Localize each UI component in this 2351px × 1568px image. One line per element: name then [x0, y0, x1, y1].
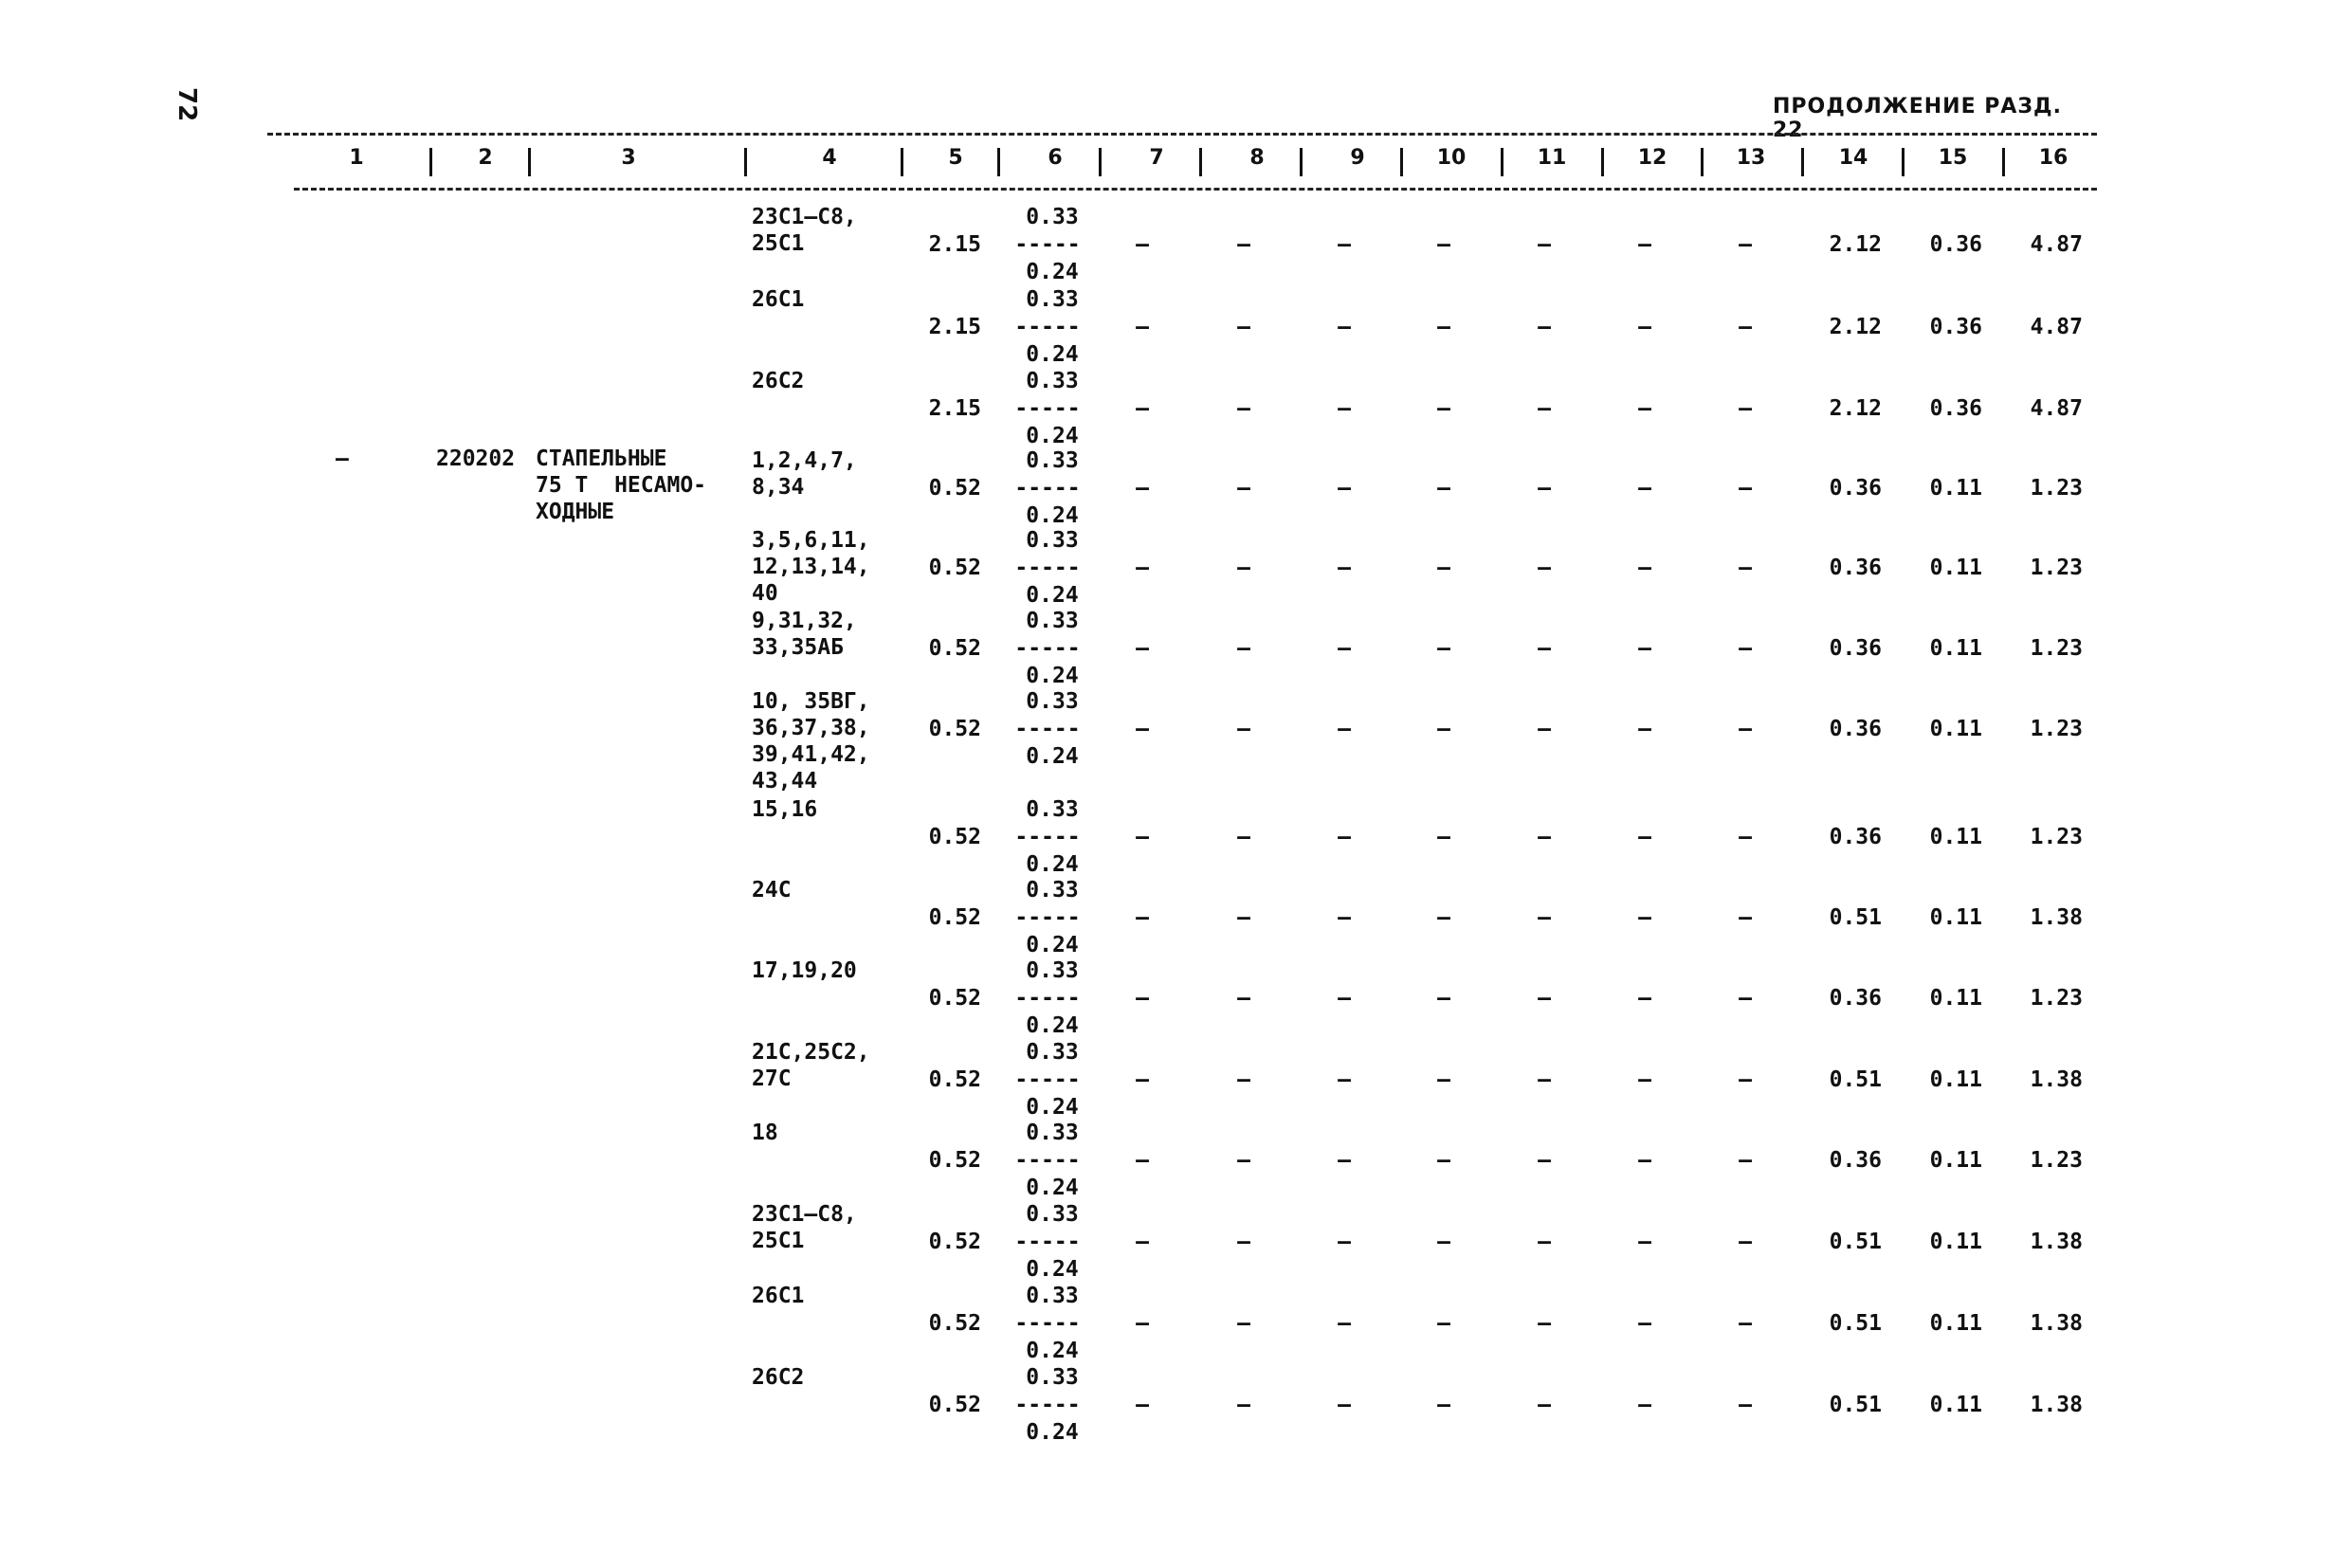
column-header-14: 14	[1838, 146, 1868, 170]
col5-value: 0.52	[928, 1311, 981, 1336]
col6-fraction-bar: -----	[1014, 905, 1081, 930]
empty-cell-dash: –	[1437, 315, 1450, 339]
col6-denominator: 0.24	[1026, 852, 1079, 877]
col6-fraction-bar: -----	[1014, 636, 1081, 661]
col5-value: 2.15	[928, 232, 981, 257]
column-separator	[1300, 148, 1303, 176]
col6-denominator: 0.24	[1026, 744, 1079, 769]
col6-denominator: 0.24	[1026, 1339, 1079, 1363]
column-header-15: 15	[1938, 146, 1968, 170]
col6-denominator: 0.24	[1026, 503, 1079, 528]
empty-cell-dash: –	[1237, 232, 1250, 257]
empty-cell-dash: –	[1538, 315, 1551, 339]
col14-value: 0.36	[1829, 476, 1882, 501]
col6-denominator: 0.24	[1026, 260, 1079, 284]
col14-value: 0.36	[1829, 1148, 1882, 1173]
col16-value: 1.38	[2030, 1311, 2083, 1336]
col16-value: 1.23	[2030, 556, 2083, 580]
empty-cell-dash: –	[1437, 825, 1450, 849]
col4-line: 27С	[752, 1067, 792, 1091]
empty-cell-dash: –	[1538, 717, 1551, 741]
col15-value: 0.11	[1929, 1393, 1982, 1417]
empty-cell-dash: –	[1739, 717, 1752, 741]
empty-cell-dash: –	[1237, 1311, 1250, 1336]
col5-value: 0.52	[928, 556, 981, 580]
page-number: 72	[173, 87, 201, 122]
page-title: ПРОДОЛЖЕНИЕ РАЗД. 22	[1773, 95, 2063, 142]
col6-numerator: 0.33	[1026, 1040, 1079, 1065]
column-separator	[997, 148, 1000, 176]
col6-fraction-bar: -----	[1014, 825, 1081, 849]
col4-line: 10, 35ВГ,	[752, 689, 870, 714]
col16-value: 1.23	[2030, 1148, 2083, 1173]
column-header-7: 7	[1149, 146, 1164, 170]
col4-line: 25С1	[752, 231, 805, 256]
empty-cell-dash: –	[1338, 1311, 1351, 1336]
col4-line: 3,5,6,11,	[752, 528, 870, 553]
col16-value: 4.87	[2030, 232, 2083, 257]
empty-cell-dash: –	[1437, 1230, 1450, 1254]
col4-line: 40	[752, 581, 778, 606]
empty-cell-dash: –	[1538, 1230, 1551, 1254]
col14-value: 0.51	[1829, 1393, 1882, 1417]
empty-cell-dash: –	[1638, 1393, 1651, 1417]
col6-numerator: 0.33	[1026, 205, 1079, 229]
empty-cell-dash: –	[1338, 825, 1351, 849]
empty-cell-dash: –	[1237, 1067, 1250, 1092]
col6-denominator: 0.24	[1026, 1420, 1079, 1445]
empty-cell-dash: –	[1437, 636, 1450, 661]
empty-cell-dash: –	[1338, 1067, 1351, 1092]
empty-cell-dash: –	[1338, 717, 1351, 741]
col14-value: 0.36	[1829, 825, 1882, 849]
empty-cell-dash: –	[1437, 905, 1450, 930]
empty-cell-dash: –	[1638, 1230, 1651, 1254]
group-col1-dash: –	[336, 447, 349, 471]
col5-value: 0.52	[928, 717, 981, 741]
col5-value: 0.52	[928, 636, 981, 661]
empty-cell-dash: –	[1237, 396, 1250, 421]
col4-line: 26С2	[752, 1365, 805, 1390]
column-separator	[1501, 148, 1504, 176]
column-separator	[1099, 148, 1102, 176]
empty-cell-dash: –	[1739, 1311, 1752, 1336]
col16-value: 1.38	[2030, 905, 2083, 930]
empty-cell-dash: –	[1638, 1067, 1651, 1092]
empty-cell-dash: –	[1538, 1393, 1551, 1417]
col5-value: 0.52	[928, 1148, 981, 1173]
col15-value: 0.11	[1929, 905, 1982, 930]
col6-fraction-bar: -----	[1014, 986, 1081, 1011]
empty-cell-dash: –	[1136, 1148, 1149, 1173]
empty-cell-dash: –	[1739, 232, 1752, 257]
col4-line: 26С1	[752, 1284, 805, 1308]
col4-line: 9,31,32,	[752, 609, 857, 633]
col6-fraction-bar: -----	[1014, 1311, 1081, 1336]
col6-denominator: 0.24	[1026, 1095, 1079, 1120]
empty-cell-dash: –	[1538, 825, 1551, 849]
col6-denominator: 0.24	[1026, 583, 1079, 608]
empty-cell-dash: –	[1136, 1067, 1149, 1092]
col16-value: 1.23	[2030, 825, 2083, 849]
col4-line: 8,34	[752, 475, 805, 500]
empty-cell-dash: –	[1136, 232, 1149, 257]
col5-value: 0.52	[928, 1230, 981, 1254]
empty-cell-dash: –	[1338, 476, 1351, 501]
empty-cell-dash: –	[1538, 476, 1551, 501]
empty-cell-dash: –	[1338, 1148, 1351, 1173]
empty-cell-dash: –	[1136, 476, 1149, 501]
empty-cell-dash: –	[1136, 1311, 1149, 1336]
empty-cell-dash: –	[1338, 1393, 1351, 1417]
col4-line: 23С1–С8,	[752, 1202, 857, 1227]
empty-cell-dash: –	[1237, 825, 1250, 849]
empty-cell-dash: –	[1437, 717, 1450, 741]
col6-numerator: 0.33	[1026, 689, 1079, 714]
empty-cell-dash: –	[1136, 315, 1149, 339]
column-header-16: 16	[2038, 146, 2069, 170]
col4-line: 39,41,42,	[752, 742, 870, 767]
col14-value: 0.51	[1829, 905, 1882, 930]
empty-cell-dash: –	[1437, 986, 1450, 1011]
col6-numerator: 0.33	[1026, 448, 1079, 473]
empty-cell-dash: –	[1638, 1311, 1651, 1336]
col6-fraction-bar: -----	[1014, 315, 1081, 339]
empty-cell-dash: –	[1237, 636, 1250, 661]
col15-value: 0.11	[1929, 556, 1982, 580]
empty-cell-dash: –	[1638, 556, 1651, 580]
group-name-line: ХОДНЫЕ	[536, 500, 615, 524]
group-code: 220202	[436, 447, 516, 471]
column-header-5: 5	[948, 146, 963, 170]
empty-cell-dash: –	[1739, 1148, 1752, 1173]
column-header-11: 11	[1537, 146, 1567, 170]
header-top-rule	[267, 133, 2097, 136]
empty-cell-dash: –	[1136, 1393, 1149, 1417]
col14-value: 0.36	[1829, 556, 1882, 580]
empty-cell-dash: –	[1338, 905, 1351, 930]
col14-value: 2.12	[1829, 315, 1882, 339]
empty-cell-dash: –	[1136, 986, 1149, 1011]
empty-cell-dash: –	[1739, 1230, 1752, 1254]
col5-value: 2.15	[928, 315, 981, 339]
col16-value: 1.38	[2030, 1393, 2083, 1417]
col4-line: 24С	[752, 878, 792, 903]
column-header-8: 8	[1249, 146, 1265, 170]
empty-cell-dash: –	[1237, 1393, 1250, 1417]
col15-value: 0.11	[1929, 1311, 1982, 1336]
col4-line: 21С,25С2,	[752, 1040, 870, 1065]
empty-cell-dash: –	[1437, 556, 1450, 580]
col6-denominator: 0.24	[1026, 342, 1079, 367]
empty-cell-dash: –	[1437, 232, 1450, 257]
column-header-13: 13	[1736, 146, 1766, 170]
col6-numerator: 0.33	[1026, 958, 1079, 983]
col6-numerator: 0.33	[1026, 1121, 1079, 1145]
col4-line: 36,37,38,	[752, 716, 870, 740]
col15-value: 0.11	[1929, 986, 1982, 1011]
column-separator	[1199, 148, 1202, 176]
col6-fraction-bar: -----	[1014, 476, 1081, 501]
empty-cell-dash: –	[1538, 1311, 1551, 1336]
col5-value: 0.52	[928, 1393, 981, 1417]
column-header-4: 4	[822, 146, 837, 170]
empty-cell-dash: –	[1638, 476, 1651, 501]
col16-value: 1.23	[2030, 636, 2083, 661]
empty-cell-dash: –	[1437, 1393, 1450, 1417]
empty-cell-dash: –	[1237, 1230, 1250, 1254]
column-separator	[1801, 148, 1804, 176]
column-separator	[528, 148, 531, 176]
empty-cell-dash: –	[1638, 986, 1651, 1011]
col15-value: 0.11	[1929, 825, 1982, 849]
empty-cell-dash: –	[1237, 986, 1250, 1011]
empty-cell-dash: –	[1638, 315, 1651, 339]
col5-value: 0.52	[928, 905, 981, 930]
empty-cell-dash: –	[1739, 396, 1752, 421]
col6-denominator: 0.24	[1026, 933, 1079, 957]
empty-cell-dash: –	[1338, 1230, 1351, 1254]
col6-denominator: 0.24	[1026, 1013, 1079, 1038]
col6-numerator: 0.33	[1026, 797, 1079, 822]
col15-value: 0.36	[1929, 315, 1982, 339]
empty-cell-dash: –	[1136, 905, 1149, 930]
col15-value: 0.36	[1929, 232, 1982, 257]
empty-cell-dash: –	[1638, 636, 1651, 661]
col6-fraction-bar: -----	[1014, 1067, 1081, 1092]
col15-value: 0.11	[1929, 1067, 1982, 1092]
column-header-1: 1	[349, 146, 364, 170]
col5-value: 0.52	[928, 825, 981, 849]
empty-cell-dash: –	[1136, 825, 1149, 849]
empty-cell-dash: –	[1338, 396, 1351, 421]
col16-value: 1.23	[2030, 717, 2083, 741]
empty-cell-dash: –	[1538, 556, 1551, 580]
empty-cell-dash: –	[1437, 1067, 1450, 1092]
col4-line: 25С1	[752, 1229, 805, 1253]
empty-cell-dash: –	[1538, 1148, 1551, 1173]
col16-value: 1.23	[2030, 476, 2083, 501]
empty-cell-dash: –	[1338, 986, 1351, 1011]
col14-value: 0.36	[1829, 636, 1882, 661]
col4-line: 18	[752, 1121, 778, 1145]
col6-fraction-bar: -----	[1014, 396, 1081, 421]
empty-cell-dash: –	[1136, 396, 1149, 421]
col6-fraction-bar: -----	[1014, 717, 1081, 741]
empty-cell-dash: –	[1338, 315, 1351, 339]
col15-value: 0.11	[1929, 476, 1982, 501]
col6-fraction-bar: -----	[1014, 1393, 1081, 1417]
empty-cell-dash: –	[1338, 636, 1351, 661]
empty-cell-dash: –	[1638, 396, 1651, 421]
col6-numerator: 0.33	[1026, 369, 1079, 393]
col14-value: 0.36	[1829, 986, 1882, 1011]
group-name-line: СТАПЕЛЬНЫЕ	[536, 447, 667, 471]
empty-cell-dash: –	[1538, 986, 1551, 1011]
col4-line: 33,35АБ	[752, 635, 844, 660]
empty-cell-dash: –	[1638, 717, 1651, 741]
col4-line: 15,16	[752, 797, 818, 822]
header-bottom-rule	[294, 188, 2097, 191]
empty-cell-dash: –	[1237, 905, 1250, 930]
column-header-6: 6	[1048, 146, 1063, 170]
empty-cell-dash: –	[1237, 717, 1250, 741]
empty-cell-dash: –	[1538, 396, 1551, 421]
col4-line: 12,13,14,	[752, 555, 870, 579]
empty-cell-dash: –	[1739, 905, 1752, 930]
empty-cell-dash: –	[1739, 825, 1752, 849]
empty-cell-dash: –	[1237, 556, 1250, 580]
col6-denominator: 0.24	[1026, 1176, 1079, 1200]
col6-numerator: 0.33	[1026, 1365, 1079, 1390]
empty-cell-dash: –	[1739, 476, 1752, 501]
empty-cell-dash: –	[1638, 232, 1651, 257]
empty-cell-dash: –	[1437, 396, 1450, 421]
empty-cell-dash: –	[1739, 1067, 1752, 1092]
col15-value: 0.11	[1929, 1230, 1982, 1254]
col16-value: 1.38	[2030, 1230, 2083, 1254]
empty-cell-dash: –	[1638, 825, 1651, 849]
column-separator	[901, 148, 903, 176]
empty-cell-dash: –	[1538, 1067, 1551, 1092]
empty-cell-dash: –	[1136, 717, 1149, 741]
column-separator	[1601, 148, 1604, 176]
col14-value: 0.36	[1829, 717, 1882, 741]
col4-line: 23С1–С8,	[752, 205, 857, 229]
column-separator	[1400, 148, 1403, 176]
column-separator	[2002, 148, 2005, 176]
col6-numerator: 0.33	[1026, 287, 1079, 312]
empty-cell-dash: –	[1136, 636, 1149, 661]
empty-cell-dash: –	[1136, 556, 1149, 580]
column-header-12: 12	[1637, 146, 1668, 170]
col16-value: 4.87	[2030, 315, 2083, 339]
empty-cell-dash: –	[1338, 232, 1351, 257]
col5-value: 0.52	[928, 986, 981, 1011]
column-separator	[744, 148, 747, 176]
col5-value: 2.15	[928, 396, 981, 421]
empty-cell-dash: –	[1237, 1148, 1250, 1173]
empty-cell-dash: –	[1638, 905, 1651, 930]
col6-fraction-bar: -----	[1014, 1230, 1081, 1254]
empty-cell-dash: –	[1538, 636, 1551, 661]
empty-cell-dash: –	[1237, 476, 1250, 501]
col14-value: 2.12	[1829, 396, 1882, 421]
empty-cell-dash: –	[1437, 1148, 1450, 1173]
col6-numerator: 0.33	[1026, 1284, 1079, 1308]
col6-denominator: 0.24	[1026, 424, 1079, 448]
column-separator	[1902, 148, 1904, 176]
col4-line: 26С2	[752, 369, 805, 393]
empty-cell-dash: –	[1437, 476, 1450, 501]
empty-cell-dash: –	[1338, 556, 1351, 580]
col6-denominator: 0.24	[1026, 664, 1079, 688]
col6-numerator: 0.33	[1026, 1202, 1079, 1227]
column-separator	[429, 148, 432, 176]
col14-value: 2.12	[1829, 232, 1882, 257]
col15-value: 0.11	[1929, 1148, 1982, 1173]
col5-value: 0.52	[928, 476, 981, 501]
col4-line: 43,44	[752, 769, 818, 793]
col14-value: 0.51	[1829, 1311, 1882, 1336]
col16-value: 1.38	[2030, 1067, 2083, 1092]
col6-fraction-bar: -----	[1014, 556, 1081, 580]
col6-numerator: 0.33	[1026, 609, 1079, 633]
empty-cell-dash: –	[1638, 1148, 1651, 1173]
empty-cell-dash: –	[1739, 315, 1752, 339]
empty-cell-dash: –	[1437, 1311, 1450, 1336]
group-name-line: 75 Т НЕСАМО-	[536, 473, 707, 498]
col6-numerator: 0.33	[1026, 528, 1079, 553]
column-header-10: 10	[1436, 146, 1467, 170]
col6-fraction-bar: -----	[1014, 232, 1081, 257]
empty-cell-dash: –	[1739, 556, 1752, 580]
col4-line: 1,2,4,7,	[752, 448, 857, 473]
empty-cell-dash: –	[1237, 315, 1250, 339]
col14-value: 0.51	[1829, 1230, 1882, 1254]
col6-denominator: 0.24	[1026, 1257, 1079, 1282]
column-header-9: 9	[1350, 146, 1365, 170]
col4-line: 17,19,20	[752, 958, 857, 983]
col6-fraction-bar: -----	[1014, 1148, 1081, 1173]
col6-numerator: 0.33	[1026, 878, 1079, 903]
col15-value: 0.36	[1929, 396, 1982, 421]
col4-line: 26С1	[752, 287, 805, 312]
empty-cell-dash: –	[1739, 986, 1752, 1011]
col5-value: 0.52	[928, 1067, 981, 1092]
col14-value: 0.51	[1829, 1067, 1882, 1092]
col16-value: 1.23	[2030, 986, 2083, 1011]
col15-value: 0.11	[1929, 717, 1982, 741]
column-header-3: 3	[621, 146, 636, 170]
empty-cell-dash: –	[1739, 636, 1752, 661]
empty-cell-dash: –	[1136, 1230, 1149, 1254]
col16-value: 4.87	[2030, 396, 2083, 421]
empty-cell-dash: –	[1538, 905, 1551, 930]
col15-value: 0.11	[1929, 636, 1982, 661]
empty-cell-dash: –	[1538, 232, 1551, 257]
column-header-2: 2	[478, 146, 493, 170]
column-separator	[1701, 148, 1704, 176]
empty-cell-dash: –	[1739, 1393, 1752, 1417]
